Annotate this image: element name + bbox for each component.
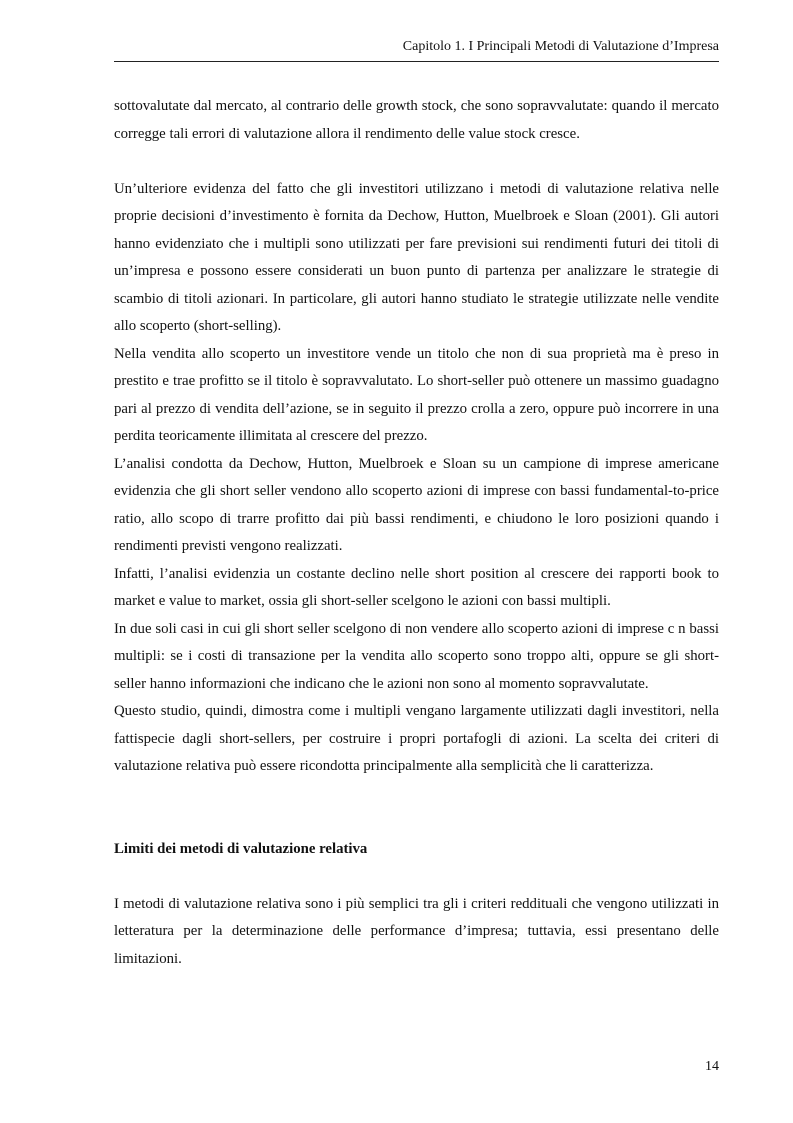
paragraph-dechow-intro: Un’ulteriore evidenza del fatto che gli investitori utilizzano i metodi di valutazione relativa nelle proprie decisioni d’investimento è fornita da Dechow, Hutton, Muelbroek e Sloan (2001). Gli autori hanno evidenziato che i multipli sono utilizzati per fare previsioni sui rendimenti futuri dei titoli di un’impresa e possono essere considerati un buon punto di partenza per analizzare le strategie di scambio di titoli azionari. In particolare, gli autori hanno studiato le strategie utilizzate nelle vendite allo scoperto (short-selling). xyxy=(114,180,719,334)
paragraph-gap xyxy=(114,148,719,176)
section-gap xyxy=(114,781,719,836)
paragraph-short-selling: Nella vendita allo scoperto un investitore vende un titolo che non di sua proprietà ma è preso in prestito e trae profitto se il titolo è sopravvalutato. Lo short-seller può ottenere un massimo guadagno pari al prezzo di vendita dell’azione, se in seguito il prezzo crolla a zero, oppure può incorrere in una perdita teoricamente illimitata al crescere del prezzo. xyxy=(114,345,719,444)
running-header: Capitolo 1. I Principali Metodi di Valutazione d’Impresa xyxy=(402,39,719,54)
paragraph-conclusion: Questo studio, quindi, dimostra come i multipli vengano largamente utilizzati dagli investitori, nella fattispecie dagli short-sellers, per costruire i propri portafogli di azioni. La scelta dei criteri di valutazione relativa può essere ricondotta principalmente alla semplicità che li caratterizza. xyxy=(114,703,719,774)
header-rule xyxy=(114,61,719,62)
paragraph-continuation: sottovalutate dal mercato, al contrario delle growth stock, che sono sopravvalutate: quando il mercato corregge tali errori di valutazione allora il rendimento delle value stock cresce. xyxy=(114,98,719,142)
paragraph-exceptions: In due soli casi in cui gli short seller scelgono di non vendere allo scoperto azioni di imprese c n bassi multipli: se i costi di transazione per la vendita allo scoperto sono troppo alti, oppure se gli short-seller hanno informazioni che indicano che le azioni non sono al momento sopravvalutate. xyxy=(114,620,719,692)
heading-gap xyxy=(114,863,719,891)
page-number: 14 xyxy=(705,1059,719,1074)
section-heading: Limiti dei metodi di valutazione relativa xyxy=(114,840,368,857)
paragraph-limits: I metodi di valutazione relativa sono i più semplici tra gli i criteri reddituali che vengono utilizzati in letteratura per la determinazione delle performance d’impresa; tuttavia, essi presentano delle limitazioni. xyxy=(114,895,719,967)
paragraph-analysis: L’analisi condotta da Dechow, Hutton, Muelbroek e Sloan su un campione di imprese americane evidenzia che gli short seller vendono allo scoperto azioni di imprese con bassi fundamental-to-price ratio, allo scopo di trarre profitto dai più bassi rendimenti, e chiudono le loro posizioni quando i rendimenti previsti vengono realizzati. xyxy=(114,455,719,554)
page-body xyxy=(114,93,719,973)
paragraph-decline: Infatti, l’analisi evidenzia un costante declino nelle short position al crescere dei rapporti book to market e value to market, ossia gli short-seller scelgono le azioni con bassi multipli. xyxy=(114,565,719,609)
